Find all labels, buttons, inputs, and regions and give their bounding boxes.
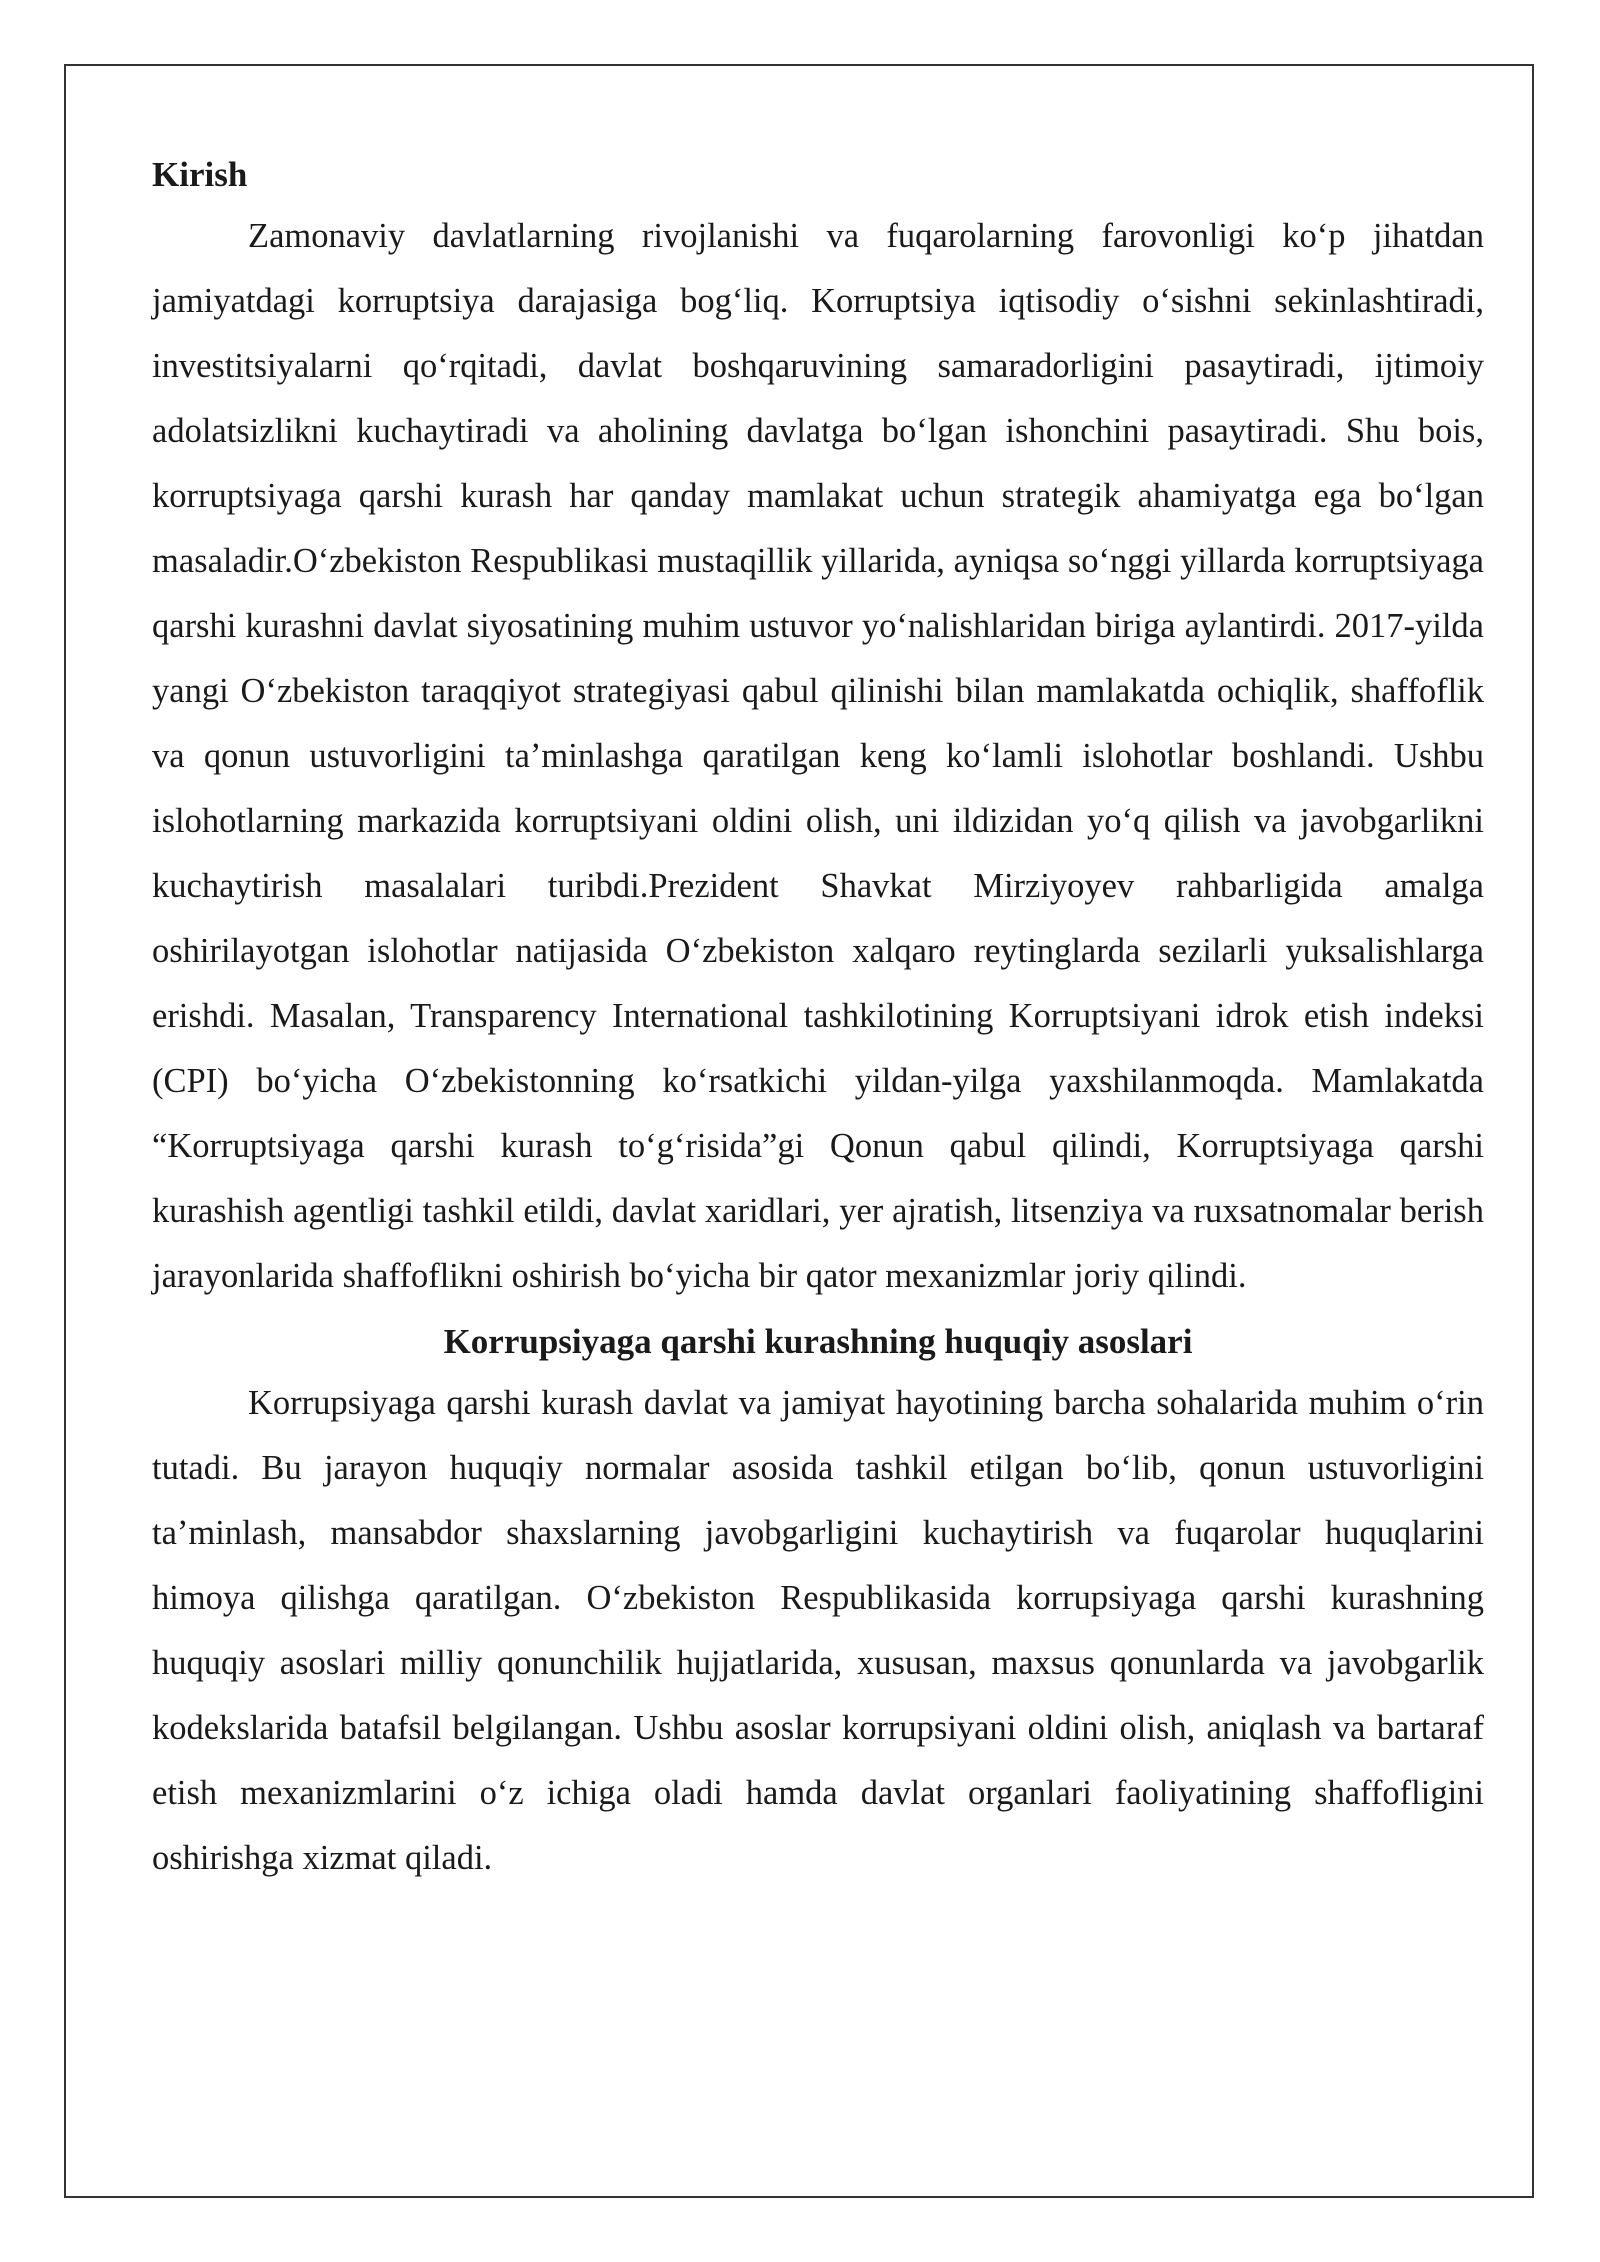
paragraph-legal-basis: Korrupsiyaga qarshi kurash davlat va jamiyat hayotining barcha sohalarida muhim oʻrin tutadi. Bu jarayon huquqiy normalar asosida tashkil etilgan boʻlib, qonun ustuvorligini taʼminlash, mansabdor shaxslarning javobgarligini kuchaytirish va fuqarolar huquqlarini himoya qilishga qaratilgan. Oʻzbekiston Respublikasida korrupsiyaga qarshi kurashning huquqiy asoslari milliy qonunchilik hujjatlarida, xususan, maxsus qonunlarda va javobgarlik kodekslarida batafsil belgilangan. Ushbu asoslar korrupsiyani oldini olish, aniqlash va bartaraf etish mexanizmlarini oʻz ichiga oladi hamda davlat organlari faoliyatining shaffofligini oshirishga xizmat qiladi. bbox=[152, 1384, 1484, 1877]
paragraph-introduction: Zamonaviy davlatlarning rivojlanishi va fuqarolarning farovonligi koʻp jihatdan jamiyatdagi korruptsiya darajasiga bogʻliq. Korruptsiya iqtisodiy oʻsishni sekinlashtiradi, investitsiyalarni qoʻrqitadi, davlat boshqaruvining samaradorligini pasaytiradi, ijtimoiy adolatsizlikni kuchaytiradi va aholining davlatga boʻlgan ishonchini pasaytiradi. Shu bois, korruptsiyaga qarshi kurash har qanday mamlakat uchun strategik ahamiyatga ega boʻlgan masaladir.Oʻzbekiston Respublikasi mustaqillik yillarida, ayniqsa soʻnggi yillarda korruptsiyaga qarshi kurashni davlat siyosatining muhim ustuvor yoʻnalishlaridan biriga aylantirdi. 2017-yilda yangi Oʻzbekiston taraqqiyot strategiyasi qabul qilinishi bilan mamlakatda ochiqlik, shaffoflik va qonun ustuvorligini taʼminlashga qaratilgan keng koʻlamli islohotlar boshlandi. Ushbu islohotlarning markazida korruptsiyani oldini olish, uni ildizidan yoʻq qilish va javobgarlikni kuchaytirish masalalari turibdi.Prezident Shavkat Mirziyoyev rahbarligida amalga oshirilayotgan islohotlar natijasida Oʻzbekiston xalqaro reytinglarda sezilarli yuksalishlarga erishdi. Masalan, Transparency International tashkilotining Korruptsiyani idrok etish indeksi (CPI) boʻyicha Oʻzbekistonning koʻrsatkichi yildan-yilga yaxshilanmoqda. Mamlakatda “Korruptsiyaga qarshi kurash toʻgʻrisida”gi Qonun qabul qilindi, Korruptsiyaga qarshi kurashish agentligi tashkil etildi, davlat xaridlari, yer ajratish, litsenziya va ruxsatnomalar berish jarayonlarida shaffoflikni oshirish boʻyicha bir qator mexanizmlar joriy qilindi. bbox=[152, 217, 1484, 1295]
document-body bbox=[152, 146, 1484, 1891]
section-heading-legal-basis: Korrupsiyaga qarshi kurashning huquqiy asoslari bbox=[443, 1322, 1193, 1361]
section-heading-kirish: Kirish bbox=[152, 155, 248, 194]
